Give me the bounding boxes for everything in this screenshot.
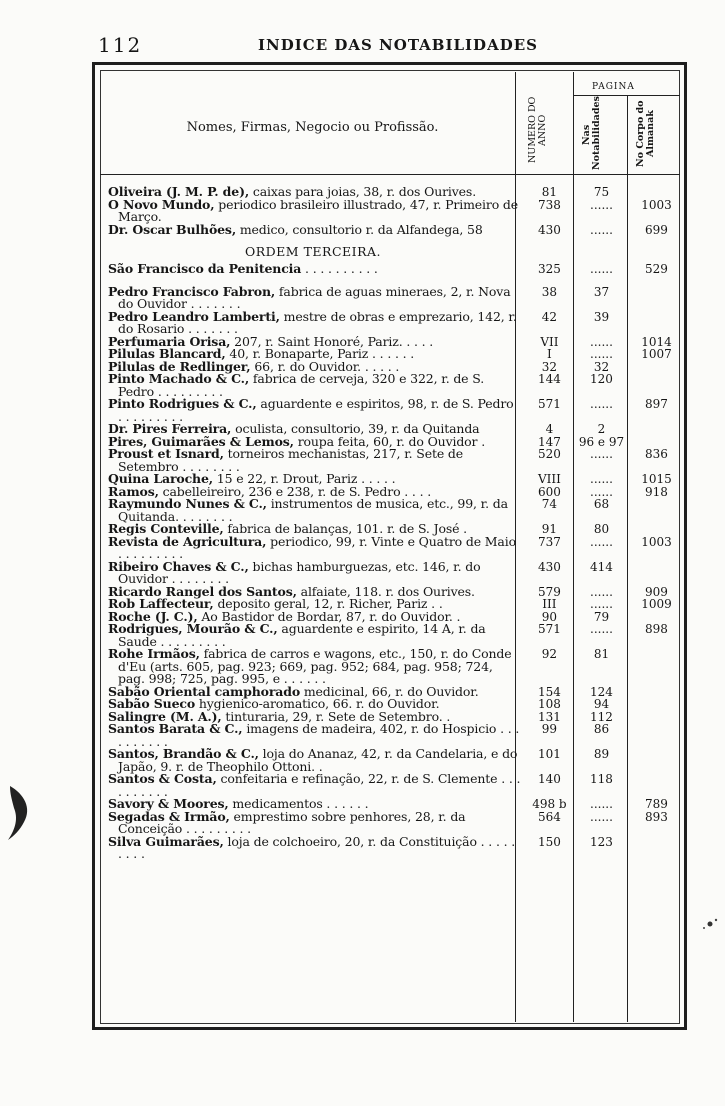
- entry-name: Quina Laroche,: [108, 471, 213, 486]
- entry-name: Santos Barata & C.,: [108, 721, 243, 736]
- entry-pagina-notabilidades: ......: [590, 597, 613, 611]
- index-entry: [108, 533, 684, 561]
- entry-pagina-notabilidades: 123: [590, 834, 613, 849]
- entry-description: [108, 773, 521, 798]
- entry-name: Roche (J. C.),: [108, 608, 198, 624]
- entry-pagina-notabilidades: 37: [593, 284, 610, 299]
- entry-numero: 91: [541, 522, 558, 536]
- entry-detail: fabrica de balanças, 101. r. de S. José .: [223, 521, 467, 536]
- entry-name: Revista de Agricultura,: [108, 533, 267, 549]
- entry-pagina-corpo: 1009: [641, 597, 672, 611]
- entry-detail: loja de colchoeiro, 20, r. da Constituição . . . . . . . . .: [118, 833, 516, 861]
- entry-detail: deposito geral, 12, r. Richer, Pariz . .: [213, 596, 443, 611]
- entry-description: [108, 373, 521, 398]
- entry-numero: 92: [541, 647, 558, 661]
- entry-pagina-corpo: [629, 423, 684, 436]
- entry-name: Dr. Pires Ferreira,: [108, 421, 232, 436]
- index-entry: [108, 448, 684, 473]
- entry-pagina-corpo: [629, 686, 684, 699]
- entry-numero: 571: [537, 622, 561, 636]
- index-entry: [108, 398, 684, 423]
- entry-name: Ricardo Rangel dos Santos,: [108, 583, 297, 599]
- header-rule: [573, 95, 680, 96]
- entry-pagina-notabilidades: ......: [590, 484, 613, 499]
- entry-numero: 737: [537, 534, 561, 549]
- entry-pagina-corpo: 898: [645, 622, 668, 636]
- entry-numero: 4: [545, 422, 554, 436]
- entry-pagina-notabilidades: 2: [597, 422, 606, 436]
- entry-detail: confeitaria e refinação, 22, r. de S. Clemente . . . . . . . . . .: [118, 771, 521, 799]
- entry-detail: aguardente e espiritos, 98, r. de S. Pedro . . . . . . . . .: [118, 396, 514, 424]
- entry-pagina-corpo: [629, 373, 684, 398]
- index-entry: [108, 623, 684, 648]
- entry-pagina-notabilidades: 79: [593, 609, 610, 624]
- entry-pagina-corpo: 909: [645, 584, 668, 599]
- entry-detail: torneiros mechanistas, 217, r. Sete de Setembro . . . . . . . .: [118, 446, 464, 474]
- entry-numero: 150: [537, 834, 561, 849]
- entry-numero: 99: [541, 722, 558, 736]
- entry-detail: imagens de madeira, 402, r. do Hospicio . . . . . . . . . .: [118, 721, 520, 749]
- entry-numero: 430: [537, 559, 561, 574]
- entry-pagina-notabilidades: ......: [590, 262, 613, 276]
- entry-pagina-corpo: [629, 561, 684, 586]
- entry-name: Ribeiro Chaves & C.,: [108, 558, 249, 574]
- entry-pagina-notabilidades: ......: [590, 334, 613, 349]
- entry-description: [108, 648, 521, 686]
- entry-name: Santos, Brandão & C.,: [108, 746, 259, 761]
- entry-detail: 66, r. do Ouvidor. . . . . .: [250, 358, 400, 374]
- entry-numero: 42: [541, 309, 558, 324]
- entry-description: [108, 723, 521, 748]
- entry-name: Rob Laffecteur,: [108, 596, 214, 611]
- entry-name: Pedro Leandro Lamberti,: [108, 308, 280, 324]
- index-entry: [108, 748, 684, 773]
- entry-detail: Ao Bastidor de Bordar, 87, r. do Ouvidor. .: [197, 608, 461, 624]
- entry-pagina-notabilidades: 80: [593, 522, 610, 536]
- entry-name: Ramos,: [108, 483, 159, 499]
- index-entry: [108, 808, 684, 836]
- entry-numero: 81: [541, 185, 558, 199]
- entry-pagina-notabilidades: 39: [593, 309, 610, 324]
- entry-numero: III: [542, 597, 557, 611]
- entry-pagina-corpo: [629, 711, 684, 724]
- entry-detail: aguardente e espirito, 14 A, r. da Saude . . . . . . . . .: [118, 621, 486, 649]
- entry-name: Dr. Oscar Bulhões,: [108, 221, 237, 237]
- entry-pagina-corpo: 699: [645, 222, 668, 237]
- entry-detail: medicamentos . . . . . .: [228, 796, 369, 811]
- entry-detail: oculista, consultorio, 39, r. da Quitanda: [231, 421, 480, 436]
- entry-detail: emprestimo sobre penhores, 28, r. da Conceição . . . . . . . . .: [118, 808, 466, 836]
- entry-name: Regis Conteville,: [108, 521, 224, 536]
- entry-pagina-corpo: [629, 361, 684, 374]
- entry-numero: 325: [537, 262, 561, 276]
- entry-numero: VII: [540, 334, 559, 349]
- running-title: INDICE DAS NOTABILIDADES: [258, 36, 538, 54]
- entry-description: [108, 833, 521, 861]
- entry-pagina-notabilidades: ......: [590, 797, 613, 811]
- entry-detail: medicinal, 66, r. do Ouvidor.: [300, 683, 479, 699]
- entry-pagina-corpo: [629, 648, 684, 686]
- entry-numero: VIII: [537, 472, 561, 486]
- entry-numero: 131: [537, 709, 561, 724]
- entry-pagina-corpo: [629, 186, 684, 199]
- entry-description: [108, 558, 521, 586]
- entry-numero: 738: [537, 197, 561, 212]
- entry-numero: 38: [541, 284, 558, 299]
- entry-pagina-corpo: 918: [645, 484, 668, 499]
- entry-pagina-notabilidades: 86: [593, 722, 610, 736]
- entry-detail: cabelleireiro, 236 e 238, r. de S. Pedro . . . .: [158, 483, 432, 499]
- entry-detail: mestre de obras e emprezario, 142, r. do Rosario . . . . . . .: [118, 308, 517, 336]
- entry-pagina-corpo: 893: [645, 809, 668, 824]
- entry-numero: 108: [537, 697, 561, 711]
- entry-name: Pedro Francisco Fabron,: [108, 283, 276, 299]
- entry-pagina-notabilidades: ......: [590, 197, 613, 212]
- entry-pagina-notabilidades: ......: [590, 584, 613, 599]
- entry-detail: loja do Ananaz, 42, r. da Candelaria, e do Japão, 9. r. de Theophilo Ottoni. .: [118, 746, 518, 774]
- entry-name: Pires, Guimarães & Lemos,: [108, 433, 294, 449]
- entry-name: São Francisco da Penitencia: [108, 261, 302, 276]
- entry-description: [108, 498, 521, 523]
- entry-pagina-corpo: 1007: [641, 347, 672, 361]
- entry-detail: fabrica de carros e wagons, etc., 150, r. do Conde d'Eu (arts. 605, pag. 923; 669, pag. 952; 684, pag. 958; 724, pag. 998; 725, pag. 995, e . . . . . .: [118, 646, 512, 686]
- entry-pagina-corpo: [629, 698, 684, 711]
- entry-name: Savory & Moores,: [108, 796, 229, 811]
- column-header-pagina: PAGINA: [592, 82, 635, 92]
- entry-description: [108, 196, 521, 224]
- entry-numero: 430: [537, 222, 561, 237]
- index-entry: [108, 723, 684, 748]
- entry-pagina-corpo: [629, 498, 684, 523]
- section-heading: ORDEM TERCEIRA.: [245, 244, 381, 259]
- index-entry: [108, 558, 684, 586]
- entry-pagina-corpo: 1003: [641, 534, 672, 549]
- entry-name: Pinto Machado & C.,: [108, 371, 250, 386]
- entry-description: [108, 808, 521, 836]
- entry-name: Silva Guimarães,: [108, 833, 224, 849]
- entry-pagina-corpo: [629, 286, 684, 311]
- entry-description: [108, 398, 521, 423]
- page-number: 112: [98, 33, 143, 57]
- entry-detail: fabrica de aguas mineraes, 2, r. Nova do Ouvidor . . . . . . .: [118, 283, 511, 311]
- entry-pagina-notabilidades: 112: [590, 709, 613, 724]
- column-header-corpo: No Corpo do Almanak: [635, 100, 656, 168]
- entry-name: Oliveira (J. M. P. de),: [108, 184, 250, 199]
- entry-list: [108, 186, 684, 861]
- entry-description: [108, 533, 521, 561]
- index-entry: [108, 283, 684, 311]
- entry-pagina-corpo: 836: [645, 447, 668, 461]
- entry-numero: 498 b: [532, 797, 567, 811]
- entry-numero: 564: [537, 809, 561, 824]
- entry-name: Pilulas Blancard,: [108, 346, 226, 361]
- entry-detail: medico, consultorio r. da Alfandega, 58: [236, 221, 483, 237]
- margin-blot-icon: [2, 782, 32, 842]
- entry-description: [108, 263, 521, 276]
- entry-name: Sabão Oriental camphorado: [108, 683, 301, 699]
- entry-pagina-corpo: [629, 523, 684, 536]
- entry-pagina-notabilidades: 120: [590, 372, 613, 386]
- entry-detail: tinturaria, 29, r. Sete de Setembro. .: [221, 708, 451, 724]
- entry-pagina-notabilidades: 68: [593, 497, 610, 511]
- entry-name: Pilulas de Redlinger,: [108, 358, 251, 374]
- entry-numero: 147: [537, 434, 561, 449]
- entry-detail: alfaiate, 118. r. dos Ourives.: [296, 583, 475, 599]
- entry-name: Raymundo Nunes & C.,: [108, 496, 267, 511]
- entry-numero: 144: [537, 372, 561, 386]
- entry-detail: fabrica de cerveja, 320 e 322, r. de S. Pedro . . . . . . . . .: [118, 371, 485, 399]
- entry-numero: 600: [537, 484, 561, 499]
- entry-pagina-corpo: 1014: [641, 334, 672, 349]
- entry-detail: bichas hamburguezas, etc. 146, r. do Ouvidor . . . . . . . .: [118, 558, 481, 586]
- entry-name: Rohe Irmãos,: [108, 646, 200, 661]
- column-header-notabilidades: Nas Notabilidades: [581, 96, 602, 170]
- entry-pagina-corpo: 529: [645, 262, 668, 276]
- entry-pagina-notabilidades: 89: [593, 747, 610, 761]
- index-entry: [108, 833, 684, 861]
- entry-pagina-notabilidades: ......: [590, 534, 613, 549]
- entry-numero: 101: [537, 747, 561, 761]
- entry-name: Proust et Isnard,: [108, 446, 224, 461]
- entry-pagina-notabilidades: ......: [590, 622, 613, 636]
- entry-detail: periodico, 99, r. Vinte e Quatro de Maio . . . . . . . . .: [118, 533, 516, 561]
- entry-detail: roupa feita, 60, r. do Ouvidor .: [293, 433, 486, 449]
- entry-pagina-corpo: [629, 748, 684, 773]
- index-entry: [108, 263, 684, 276]
- entry-pagina-notabilidades: 124: [590, 684, 613, 699]
- entry-numero: 32: [541, 359, 558, 374]
- entry-pagina-corpo: 1003: [641, 197, 672, 212]
- entry-detail: 207, r. Saint Honoré, Pariz. . . . .: [230, 333, 434, 349]
- entry-name: Salingre (M. A.),: [108, 708, 222, 724]
- entry-description: [108, 448, 521, 473]
- entry-pagina-notabilidades: 81: [593, 647, 610, 661]
- entry-pagina-corpo: 789: [645, 797, 668, 811]
- entry-detail: . . . . . . . . . .: [301, 261, 378, 276]
- entry-numero: 154: [537, 684, 561, 699]
- entry-numero: 74: [541, 497, 558, 511]
- entry-detail: instrumentos de musica, etc., 99, r. da Quitanda. . . . . . . .: [118, 496, 508, 524]
- entry-pagina-corpo: 1015: [641, 472, 672, 486]
- entry-name: Rodrigues, Mourão & C.,: [108, 621, 278, 636]
- entry-name: Pinto Rodrigues & C.,: [108, 396, 257, 411]
- entry-name: O Novo Mundo,: [108, 196, 215, 212]
- margin-speck-icon: [698, 912, 722, 936]
- index-entry: [108, 373, 684, 398]
- entry-detail: 15 e 22, r. Drout, Pariz . . . . .: [212, 471, 396, 486]
- entry-detail: 40, r. Bonaparte, Pariz . . . . . .: [225, 346, 415, 361]
- entry-pagina-notabilidades: 75: [593, 185, 610, 199]
- entry-numero: I: [547, 347, 552, 361]
- entry-pagina-notabilidades: 118: [590, 772, 613, 786]
- entry-name: Sabão Sueco: [108, 696, 196, 711]
- entry-pagina-notabilidades: ......: [590, 397, 613, 411]
- column-header-names: Nomes, Firmas, Negocio ou Profissão.: [186, 120, 439, 135]
- entry-name: Perfumaria Orisa,: [108, 333, 231, 349]
- index-entry: [108, 308, 684, 336]
- entry-pagina-notabilidades: ......: [590, 222, 613, 237]
- entry-pagina-corpo: 897: [645, 397, 668, 411]
- entry-numero: 579: [537, 584, 561, 599]
- entry-numero: 90: [541, 609, 558, 624]
- index-entry: [108, 196, 684, 224]
- entry-name: Santos & Costa,: [108, 771, 217, 786]
- entry-numero: 571: [537, 397, 561, 411]
- entry-pagina-notabilidades: 96 e 97: [578, 434, 625, 449]
- entry-description: [108, 748, 521, 773]
- column-header-numero: NUMERO DO ANNO: [527, 96, 548, 164]
- entry-name: Segadas & Irmão,: [108, 808, 230, 824]
- entry-detail: periodico brasileiro illustrado, 47, r. Primeiro de Março.: [118, 196, 519, 224]
- entry-numero: 520: [537, 447, 561, 461]
- entry-pagina-notabilidades: ......: [590, 447, 613, 461]
- entry-pagina-corpo: [629, 836, 684, 861]
- index-entry: [108, 648, 684, 686]
- index-entry: [108, 498, 684, 523]
- entry-description: [108, 308, 521, 336]
- entry-pagina-notabilidades: 414: [590, 559, 613, 574]
- entry-description: [108, 623, 521, 648]
- entry-pagina-notabilidades: ......: [590, 347, 613, 361]
- entry-description: [108, 283, 521, 311]
- entry-detail: caixas para joias, 38, r. dos Ourives.: [249, 184, 477, 199]
- index-entry: [108, 221, 684, 237]
- entry-pagina-corpo: [629, 723, 684, 748]
- entry-description: [108, 221, 521, 237]
- entry-numero: 140: [537, 772, 561, 786]
- entry-pagina-corpo: [629, 311, 684, 336]
- index-entry: [108, 773, 684, 798]
- header-rule: [100, 174, 680, 175]
- entry-pagina-notabilidades: ......: [590, 809, 613, 824]
- entry-pagina-notabilidades: ......: [590, 472, 613, 486]
- entry-pagina-corpo: [629, 773, 684, 798]
- entry-pagina-notabilidades: 94: [593, 697, 610, 711]
- entry-pagina-notabilidades: 32: [593, 359, 610, 374]
- entry-detail: hygienico-aromatico, 66. r. do Ouvidor.: [195, 696, 440, 711]
